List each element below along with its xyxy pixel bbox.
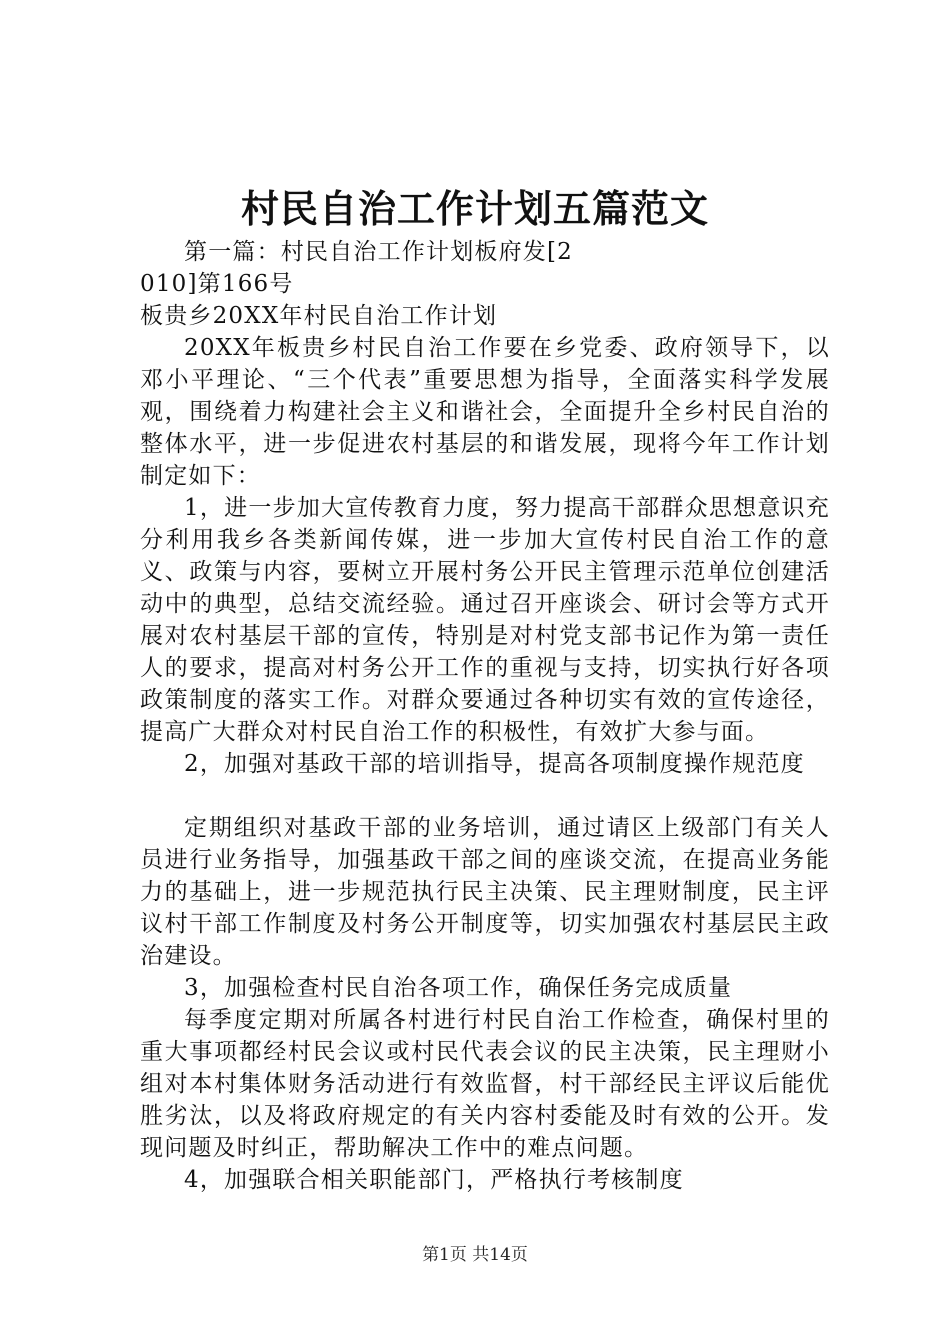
paragraph-heading-part2: 010]第166号 xyxy=(140,271,294,297)
paragraph-item-3-heading: 3，加强检查村民自治各项工作，确保任务完成质量 xyxy=(184,975,733,1001)
document-body xyxy=(140,236,830,1196)
document-title: 村民自治工作计划五篇范文 xyxy=(240,186,709,231)
paragraph-heading-part1: 第一篇：村民自治工作计划板府发[2 xyxy=(184,239,574,265)
paragraph-subtitle: 板贵乡20XX年村民自治工作计划 xyxy=(140,303,498,329)
paragraph-item-2-heading: 2，加强对基政干部的培训指导，提高各项制度操作规范度 xyxy=(184,751,805,777)
paragraph-item-4-heading: 4，加强联合相关职能部门，严格执行考核制度 xyxy=(184,1167,684,1193)
paragraph-item-2-body: 定期组织对基政干部的业务培训，通过请区上级部门有关人员进行业务指导，加强基政干部之间的座谈交流，在提高业务能力的基础上，进一步规范执行民主决策、民主理财制度，民主评议村干部工作制度及村务公开制度等，切实加强农村基层民主政治建设。 xyxy=(140,815,830,969)
page-footer: 第1页 共14页 xyxy=(422,1245,528,1265)
paragraph-item-3-body: 每季度定期对所属各村进行村民自治工作检查，确保村里的重大事项都经村民会议或村民代表会议的民主决策，民主理财小组对本村集体财务活动进行有效监督，村干部经民主评议后能优胜劣汰，以及将政府规定的有关内容村委能及时有效的公开。发现问题及时纠正，帮助解决工作中的难点问题。 xyxy=(140,1007,830,1161)
paragraph-intro: 20XX年板贵乡村民自治工作要在乡党委、政府领导下，以邓小平理论、“三个代表”重要思想为指导，全面落实科学发展观，围绕着力构建社会主义和谐社会，全面提升全乡村民自治的整体水平，进一步促进农村基层的和谐发展，现将今年工作计划制定如下： xyxy=(140,335,830,489)
paragraph-item-1: 1，进一步加大宣传教育力度，努力提高干部群众思想意识充分利用我乡各类新闻传媒，进一步加大宣传村民自治工作的意义、政策与内容，要树立开展村务公开民主管理示范单位创建活动中的典型，总结交流经验。通过召开座谈会、研讨会等方式开展对农村基层干部的宣传，特别是对村党支部书记作为第一责任人的要求，提高对村务公开工作的重视与支持，切实执行好各项政策制度的落实工作。对群众要通过各种切实有效的宣传途径，提高广大群众对村民自治工作的积极性，有效扩大参与面。 xyxy=(140,495,830,745)
